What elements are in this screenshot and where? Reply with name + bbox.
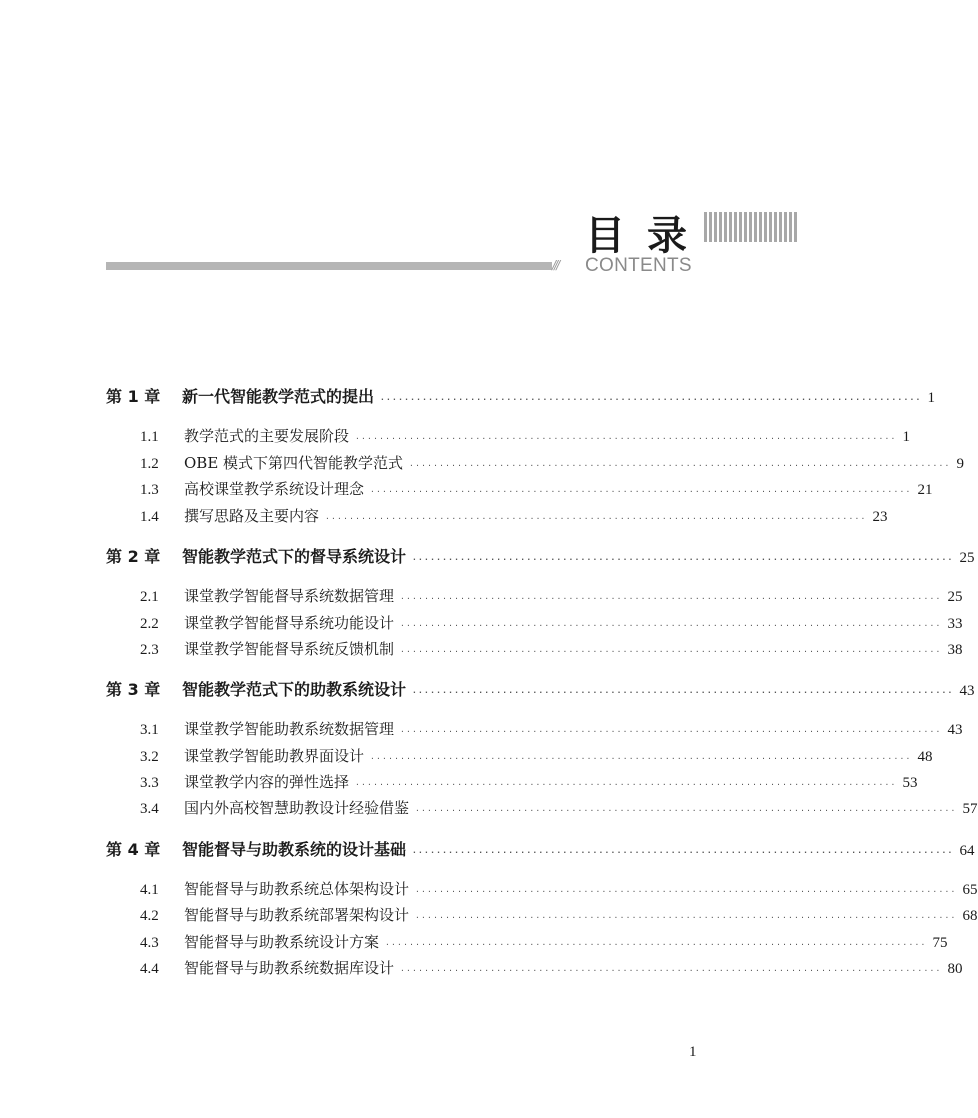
toc-section-1-4[interactable] [140, 505, 888, 526]
toc-entry-page: 80 [947, 961, 963, 977]
toc-entry-title: 课堂教学智能督导系统功能设计 [184, 614, 395, 632]
toc-entry-title: 撰写思路及主要内容 [184, 507, 320, 525]
toc-entry-title: 课堂教学智能督导系统数据管理 [184, 587, 395, 605]
toc-entry-page: 1 [927, 390, 935, 406]
toc-entry-number: 第 4 章 [106, 840, 161, 859]
toc-entry-label [140, 771, 349, 792]
toc-entry-title: 智能督导与助教系统数据库设计 [184, 959, 395, 977]
toc-entry-label [140, 797, 409, 818]
toc-entry-page: 25 [959, 550, 975, 566]
toc-section-4-4[interactable] [140, 957, 963, 978]
dot-leader: ·························································································· [325, 514, 867, 523]
toc-entry-title: 智能教学范式下的助教系统设计 [182, 680, 407, 699]
toc-section-4-3[interactable] [140, 931, 948, 952]
toc-entry-number: 第 3 章 [106, 680, 161, 699]
toc-entry-label [140, 638, 394, 659]
toc-entry-number: 4.4 [140, 961, 159, 977]
dot-leader: ·························································································· [355, 434, 897, 443]
dot-leader: ·························································································· [409, 461, 951, 470]
toc-entry-number: 2.3 [140, 642, 159, 658]
dot-leader: ·························································································· [370, 754, 912, 763]
toc-entry-number: 1.1 [140, 429, 159, 445]
toc-entry-number: 第 1 章 [106, 387, 161, 406]
dot-leader: ·························································································· [400, 727, 942, 736]
toc-entry-label [106, 384, 374, 407]
dot-leader: ·························································································· [380, 395, 922, 404]
title-char-1: 目 [585, 213, 625, 259]
toc-entry-title: 课堂教学内容的弹性选择 [184, 773, 350, 791]
toc-entry-title: 智能督导与助教系统总体架构设计 [184, 880, 410, 898]
toc-entry-number: 4.2 [140, 908, 159, 924]
toc-entry-label [140, 745, 364, 766]
toc-entry-number: 第 2 章 [106, 547, 161, 566]
toc-entry-number: 4.1 [140, 882, 159, 898]
toc-entry-label [140, 718, 394, 739]
toc-entry-title: 新一代智能教学范式的提出 [182, 387, 375, 406]
toc-entry-label [140, 904, 409, 925]
toc-entry-number: 3.3 [140, 775, 159, 791]
toc-entry-page: 65 [962, 882, 978, 898]
toc-entry-title: 高校课堂教学系统设计理念 [184, 480, 365, 498]
toc-section-4-2[interactable] [140, 904, 978, 925]
toc-section-1-2[interactable] [140, 452, 965, 473]
dot-leader: ·························································································· [412, 688, 954, 697]
dot-leader: ·························································································· [355, 780, 897, 789]
toc-section-4-1[interactable] [140, 878, 978, 899]
toc-entry-title: 课堂教学智能助教界面设计 [184, 747, 365, 765]
dot-leader: ·························································································· [370, 487, 912, 496]
toc-entry-label [140, 452, 403, 473]
toc-entry-label [106, 837, 406, 860]
toc-entry-number: 1.3 [140, 482, 159, 498]
dot-leader: ·························································································· [412, 848, 954, 857]
dot-leader: ·························································································· [415, 913, 957, 922]
toc-entry-page: 53 [902, 775, 918, 791]
toc-entry-label [140, 957, 394, 978]
toc-chapter-3[interactable] [106, 677, 975, 700]
toc-chapter-2[interactable] [106, 544, 975, 567]
toc-entry-page: 23 [872, 509, 888, 525]
toc-entry-number: 2.2 [140, 616, 159, 632]
footer-page-number: 1 [689, 1044, 697, 1060]
toc-chapter-1[interactable] [106, 384, 935, 407]
toc-section-2-1[interactable] [140, 585, 963, 606]
toc-entry-page: 68 [962, 908, 978, 924]
toc-entry-label [106, 544, 406, 567]
toc-section-3-2[interactable] [140, 745, 933, 766]
toc-chapter-4[interactable] [106, 837, 975, 860]
toc-entry-title: 智能督导与助教系统设计方案 [184, 933, 380, 951]
toc-entry-number: 3.4 [140, 801, 159, 817]
toc-entry-title: 智能督导与助教系统的设计基础 [182, 840, 407, 859]
toc-entry-number: 3.2 [140, 749, 159, 765]
dot-leader: ·························································································· [400, 966, 942, 975]
dot-leader: ·························································································· [400, 647, 942, 656]
title-char-2: 录 [647, 213, 687, 259]
toc-entry-title: OBE 模式下第四代智能教学范式 [184, 454, 404, 472]
toc-section-2-3[interactable] [140, 638, 963, 659]
dot-leader: ·························································································· [400, 621, 942, 630]
toc-entry-number: 4.3 [140, 935, 159, 951]
toc-entry-number: 3.1 [140, 722, 159, 738]
toc-entry-page: 43 [959, 683, 975, 699]
contents-subtitle: CONTENTS [585, 255, 692, 276]
toc-section-2-2[interactable] [140, 612, 963, 633]
toc-entry-page: 43 [947, 722, 963, 738]
toc-entry-page: 48 [917, 749, 933, 765]
toc-entry-label [140, 425, 349, 446]
toc-entry-title: 教学范式的主要发展阶段 [184, 427, 350, 445]
toc-entry-page: 75 [932, 935, 948, 951]
toc-entry-title: 智能教学范式下的督导系统设计 [182, 547, 407, 566]
toc-entry-title: 智能督导与助教系统部署架构设计 [184, 906, 410, 924]
toc-section-3-1[interactable] [140, 718, 963, 739]
toc-section-3-4[interactable] [140, 797, 978, 818]
toc-entry-page: 21 [917, 482, 933, 498]
toc-entry-page: 38 [947, 642, 963, 658]
toc-entry-label [140, 505, 319, 526]
toc-entry-page: 9 [956, 456, 965, 472]
dot-leader: ·························································································· [412, 555, 954, 564]
toc-entry-number: 1.2 [140, 456, 159, 472]
toc-entry-page: 57 [962, 801, 978, 817]
toc-entry-label [140, 931, 379, 952]
dot-leader: ·························································································· [415, 887, 957, 896]
toc-entry-label [140, 878, 409, 899]
toc-section-1-3[interactable] [140, 478, 933, 499]
dot-leader: ·························································································· [400, 594, 942, 603]
dot-leader: ·························································································· [415, 806, 957, 815]
dot-leader: ·························································································· [385, 940, 927, 949]
toc-entry-label [140, 478, 364, 499]
toc-entry-title: 课堂教学智能助教系统数据管理 [184, 720, 395, 738]
toc-section-3-3[interactable] [140, 771, 918, 792]
toc-entry-label [140, 585, 394, 606]
toc-entry-page: 1 [902, 429, 910, 445]
toc-entry-page: 25 [947, 589, 963, 605]
toc-entry-page: 64 [959, 843, 975, 859]
toc-entry-title: 课堂教学智能督导系统反馈机制 [184, 640, 395, 658]
toc-entry-label [106, 677, 406, 700]
toc-entry-page: 33 [947, 616, 963, 632]
toc-entry-number: 2.1 [140, 589, 159, 605]
toc-entry-title: 国内外高校智慧助教设计经验借鉴 [184, 799, 410, 817]
toc-entry-number: 1.4 [140, 509, 159, 525]
toc-entry-label [140, 612, 394, 633]
decorative-slashes: /// [552, 258, 559, 272]
toc-section-1-1[interactable] [140, 425, 910, 446]
